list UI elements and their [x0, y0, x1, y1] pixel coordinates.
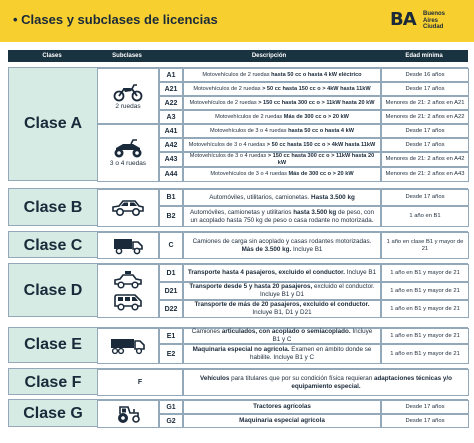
subclass-description [183, 124, 381, 138]
subclass-code: A3 [159, 110, 183, 124]
subclass-code: G2 [159, 414, 183, 428]
desc-c-bold: Más de 3.500 kg. [241, 245, 292, 253]
desc-f-bold2: adaptaciones técnicas y/o equipamiento especial. [291, 374, 452, 390]
truck-icon [113, 237, 143, 255]
minimum-age: Desde 17 años [381, 124, 469, 138]
van-icon [113, 293, 143, 311]
ba-logo [390, 8, 464, 34]
description-text: Motovehículos de 2 ruedas [215, 113, 284, 120]
description-text: Automóviles, camionetas y utilitarios [189, 208, 294, 216]
code-c: C [159, 232, 183, 259]
class-d-label: Clase D [23, 282, 83, 299]
minimum-age: 1 año en B1 [381, 206, 469, 227]
description-text: Incluye B1 [344, 269, 377, 277]
class-f-group [8, 368, 468, 395]
subclass-code: B2 [159, 206, 183, 227]
subclass-description [183, 82, 381, 96]
two-wheels-label: 2 ruedas [115, 103, 141, 110]
class-f-label: Clase F [24, 374, 82, 391]
class-g-icon-cell [97, 400, 159, 428]
description-text: Motovehículos de 3 o 4 ruedas [210, 171, 289, 177]
subclass-code: A44 [159, 167, 183, 182]
logo-mark: BA [390, 9, 416, 30]
description-text: Motovehículos de 2 ruedas [189, 99, 259, 106]
desc-f-mid: para titulares que por su condición física requieran [229, 374, 374, 382]
description-text: Motovehículos de 3 o 4 ruedas [189, 152, 268, 159]
subclass-description [183, 96, 381, 110]
class-a-icon-cell-2 [97, 68, 159, 124]
subclass-code: D22 [159, 300, 183, 318]
age-c: 1 año en clase B1 y mayor de 21 [381, 232, 469, 259]
minimum-age: Desde 17 años [381, 82, 469, 96]
subclass-description [183, 206, 381, 227]
description-bold: Maquinaria especial no agrícola. [192, 346, 290, 354]
description-text: Incluye B1, D1 y D21 [252, 309, 312, 316]
class-c-group [8, 231, 468, 258]
subclass-description [183, 167, 381, 182]
header-subclases: Subclases [112, 53, 142, 59]
logo-text-line: Aires [423, 17, 439, 24]
class-c-label: Clase C [23, 237, 83, 254]
description-bold: Maquinaria especial agrícola [239, 417, 325, 425]
code-f: F [97, 369, 183, 396]
minimum-age: Menores de 21: 2 años en A43 [381, 167, 469, 182]
tractor-icon [114, 404, 142, 424]
class-e-icon-cell [97, 328, 159, 364]
minimum-age: Menores de 21: 2 años en A21 [381, 96, 469, 110]
subclass-code: A42 [159, 138, 183, 152]
motorcycle-icon [113, 82, 143, 102]
minimum-age: Desde 17 años [381, 189, 469, 206]
description-text: Motovehículos de 2 ruedas [193, 85, 263, 92]
description-bold: > 150 cc hasta 300 cc o > 11kW hasta 20 kW [258, 99, 375, 106]
subclass-code: D1 [159, 264, 183, 282]
description-bold: Transporte hasta 4 pasajeros, excluido el conductor. [187, 269, 345, 277]
desc-f-bold1: Vehículos [199, 374, 230, 382]
class-d-icon-cell [97, 264, 159, 318]
subclass-code: E2 [159, 344, 183, 364]
subclass-description [183, 110, 381, 124]
subclass-description [183, 152, 381, 167]
header-bar [0, 0, 474, 42]
logo-text-line: Ciudad [423, 24, 444, 30]
semi-truck-icon [110, 337, 146, 355]
subclass-code: A1 [159, 68, 183, 82]
description-bold: > 50 cc hasta 150 cc o > 4kW hasta 11kW [262, 85, 371, 92]
minimum-age: Desde 17 años [381, 138, 469, 152]
subclass-description [183, 68, 381, 82]
description-text: Automóviles, utilitarios, camionetas. [209, 193, 312, 201]
class-g-group [8, 399, 468, 427]
table-header [8, 50, 468, 62]
atv-icon [113, 139, 143, 159]
desc-c-post: Incluye B1 [291, 245, 323, 253]
description-text: Motovehículos de 3 o 4 ruedas [188, 141, 267, 148]
subclass-description [183, 344, 381, 364]
minimum-age: Menores de 21: 2 años en A42 [381, 152, 469, 167]
desc-f [183, 369, 469, 396]
minimum-age: 1 año en B1 y mayor de 21 [381, 300, 469, 318]
description-text: Examen en ámbito donde se habilite. Incluye B1 y C [249, 346, 372, 361]
subclass-description [183, 328, 381, 344]
header-descripcion: Descripción [251, 53, 287, 59]
description-bold: articulados, con acoplado o semiacoplado. [221, 328, 351, 336]
description-bold: Más de 300 cc o > 20 kW [283, 113, 349, 120]
subclass-description [183, 414, 381, 428]
subclass-code: E1 [159, 328, 183, 344]
class-g-label: Clase G [23, 405, 83, 422]
subclass-description [183, 264, 381, 282]
class-e-group [8, 327, 468, 363]
minimum-age: 1 año en B1 y mayor de 21 [381, 282, 469, 300]
subclass-description [183, 400, 381, 414]
subclass-description [183, 138, 381, 152]
description-bold: > 150 cc hasta 300 cc o > 11kW hasta 20 kW [267, 152, 375, 166]
minimum-age: 1 año en B1 y mayor de 21 [381, 344, 469, 364]
car-icon [111, 199, 145, 217]
class-a-group [8, 67, 468, 181]
description-text: Motovehículos de 3 o 4 ruedas [210, 127, 289, 134]
subclass-code: G1 [159, 400, 183, 414]
description-bold: hasta 50 cc o hasta 4 kW eléctrico [271, 71, 362, 78]
class-d-group [8, 263, 468, 317]
description-text: Camiones [191, 328, 222, 336]
minimum-age: Desde 17 años [381, 414, 469, 428]
header-clases: Clases [42, 53, 62, 59]
description-bold: Transporte de más de 20 pasajeros, excluido el conductor. [194, 301, 370, 309]
description-text: Motovehículos de 2 ruedas [202, 71, 272, 78]
subclass-code: B1 [159, 189, 183, 206]
desc-c-pre: Camiones de carga sin acoplado y casas rodantes motorizadas. [192, 237, 372, 245]
class-b-icon-cell [97, 189, 159, 227]
class-e-label: Clase E [24, 336, 82, 353]
description-text: de peso, con un acoplado hasta 750 kg de peso o casa rodante no motorizada. [190, 208, 375, 224]
description-text: excluido el conductor. Incluye B1 y D1 [259, 283, 375, 298]
description-bold: hasta 50 cc o hasta 4 kW [288, 127, 354, 134]
taxi-icon [113, 271, 143, 289]
description-bold: Hasta 3.500 kg [311, 193, 355, 201]
minimum-age: 1 año en B1 y mayor de 21 [381, 264, 469, 282]
logo-text [423, 11, 445, 31]
description-bold: hasta 3.500 kg [293, 208, 337, 216]
minimum-age: Desde 16 años [381, 68, 469, 82]
class-c-icon-cell [97, 232, 159, 259]
class-b-label: Clase B [23, 199, 83, 216]
description-bold: > 50 cc hasta 150 cc o > 4kW hasta 11kW [266, 141, 376, 148]
subclass-description [183, 189, 381, 206]
page-title: • Clases y subclases de licencias [13, 12, 218, 27]
subclass-description [183, 300, 381, 318]
subclass-code: A21 [159, 82, 183, 96]
logo-text-line: Buenos [423, 11, 446, 17]
class-b-group [8, 188, 468, 226]
subclass-code: A22 [159, 96, 183, 110]
subclass-code: D21 [159, 282, 183, 300]
class-a-icon-cell-4 [97, 124, 159, 182]
description-bold: Transporte desde 5 y hasta 20 pasajeros, [189, 283, 313, 291]
subclass-description [183, 282, 381, 300]
class-a-label: Clase A [23, 115, 83, 132]
desc-c [183, 232, 381, 259]
description-bold: Tractores agrícolas [253, 403, 311, 411]
minimum-age: Menores de 21: 2 años en A22 [381, 110, 469, 124]
description-bold: Más de 300 cc o > 20 kW [288, 171, 354, 177]
description-text: Incluye B1 y C [272, 328, 373, 343]
subclass-code: A43 [159, 152, 183, 167]
three-four-wheels-label: 3 o 4 ruedas [109, 160, 147, 167]
subclass-code: A41 [159, 124, 183, 138]
header-edad: Edad mínima [405, 53, 443, 59]
minimum-age: Desde 17 años [381, 400, 469, 414]
minimum-age: 1 año en B1 y mayor de 21 [381, 328, 469, 344]
